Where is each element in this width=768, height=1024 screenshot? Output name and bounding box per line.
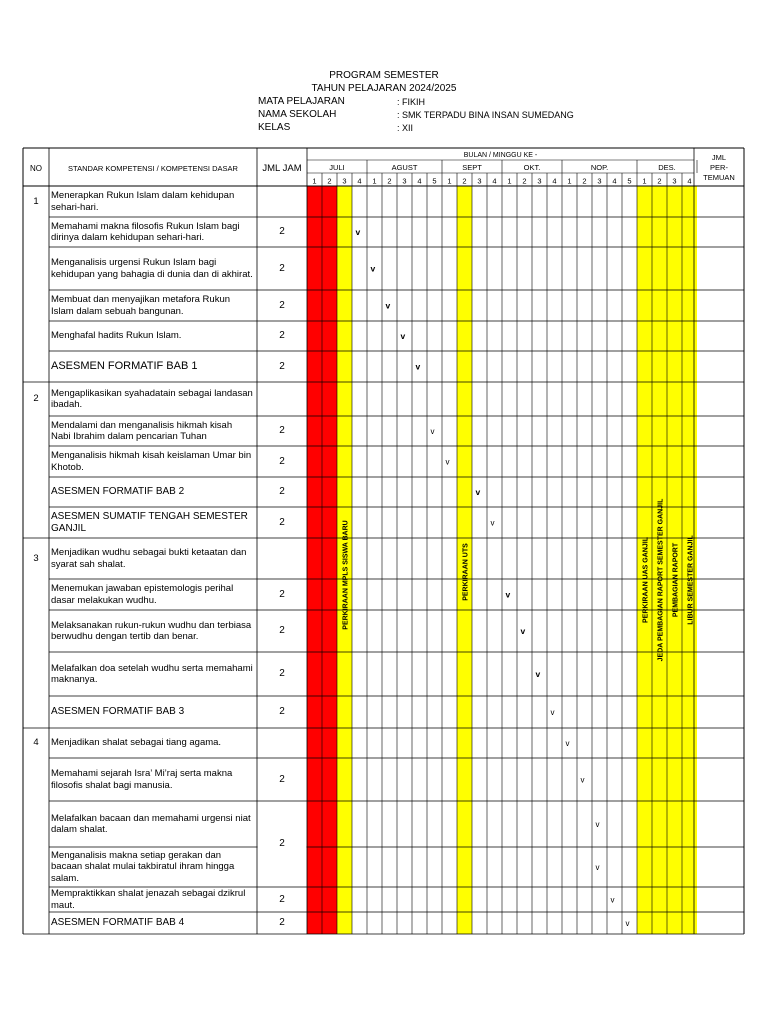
schedule-mark: v: [520, 626, 526, 636]
header-jml-pertemuan-1: PER-: [710, 163, 728, 172]
schedule-mark: v: [625, 919, 630, 928]
jml-jam-value: 2: [279, 486, 285, 497]
competency-cell: [51, 912, 254, 934]
week-label-3: 4: [357, 176, 362, 186]
header-jml-pertemuan-0: JML: [711, 153, 727, 162]
week-label-6: 3: [402, 176, 407, 186]
week-label-4: 1: [372, 176, 377, 186]
competency-cell: [51, 290, 254, 321]
month-label-1: AGUST: [391, 163, 418, 172]
schedule-mark: v: [400, 331, 406, 341]
header-bulan-minggu: BULAN / MINGGU KE -: [463, 152, 538, 159]
competency-text: Menjadikan shalat sebagai tiang agama.: [51, 737, 222, 749]
week-label-1: 2: [327, 176, 332, 186]
month-label-5: DES.: [658, 163, 676, 172]
jml-jam-value: 2: [279, 226, 285, 237]
vertical-label-10: PERKIRAAN UTS: [462, 543, 470, 601]
vertical-label-24: PEMBAGIAN RAPORT: [672, 542, 680, 618]
competency-cell: [51, 847, 254, 887]
jml-jam-value: 2: [279, 625, 285, 636]
competency-text: Menganalisis hikmah kisah keislaman Umar bin Khotob.: [51, 450, 252, 473]
competency-text: Melaksanakan rukun-rukun wudhu dan terbiasa berwudhu dengan tertib dan benar.: [51, 619, 252, 642]
week-label-15: 3: [537, 176, 542, 186]
competency-text: Memahami makna filosofis Rukun Islam bagi dirinya dalam kehidupan sehari-hari.: [51, 220, 240, 243]
month-label-3: OKT.: [523, 163, 541, 172]
competency-text: Mendalami dan menganalisis hikmah kisah Nabi Ibrahim dalam pencarian Tuhan: [51, 419, 233, 442]
field-value-kelas: : XII: [397, 123, 414, 133]
competency-cell: [51, 446, 254, 477]
competency-cell: [51, 696, 254, 728]
competency-cell: [51, 652, 254, 696]
competency-text: Melafalkan doa setelah wudhu serta memahami maknanya.: [51, 662, 253, 685]
schedule-mark: v: [490, 518, 495, 528]
vertical-label-23: JEDA PEMBAGIAN RAPORT SEMESTER GANJIL: [657, 498, 665, 662]
schedule-mark: v: [445, 457, 450, 467]
schedule-mark: v: [595, 820, 600, 829]
week-label-25: 4: [687, 176, 692, 186]
competency-cell: [51, 247, 254, 290]
week-label-11: 3: [477, 176, 482, 186]
week-label-9: 1: [447, 176, 452, 186]
schedule-mark: v: [355, 227, 361, 237]
schedule-mark: v: [535, 669, 541, 679]
month-label-2: SEPT: [462, 163, 482, 172]
competency-cell: [51, 477, 254, 507]
competency-cell: [51, 321, 254, 351]
competency-text: Menemukan jawaban epistemologis perihal dasar melakukan wudhu.: [51, 583, 234, 606]
program-title: PROGRAM SEMESTER: [329, 70, 439, 81]
jml-jam-value: 2: [279, 706, 285, 717]
jml-jam-value: 2: [279, 917, 285, 928]
competency-cell: [51, 758, 254, 801]
field-label-mapel: MATA PELAJARAN: [258, 96, 345, 107]
row-number: 4: [33, 737, 39, 748]
competency-text: ASESMEN FORMATIF BAB 3: [51, 706, 185, 718]
academic-year: TAHUN PELAJARAN 2024/2025: [311, 83, 457, 94]
competency-cell: [51, 382, 254, 416]
competency-text: Memahami sejarah Isra’ Mi’raj serta makna filosofis shalat bagi manusia.: [51, 768, 233, 791]
competency-text: ASESMEN FORMATIF BAB 2: [51, 486, 185, 498]
week-label-22: 1: [642, 176, 647, 186]
schedule-mark: v: [580, 775, 585, 785]
competency-text: Menganalisis urgensi Rukun Islam bagi kehidupan yang bahagia di dunia dan di akhirat.: [51, 257, 253, 280]
jml-jam-value: 2: [279, 516, 285, 528]
competency-text: ASESMEN SUMATIF TENGAH SEMESTER GANJIL: [51, 511, 248, 534]
competency-cell: [51, 610, 254, 652]
competency-cell: [51, 186, 254, 217]
schedule-mark: v: [505, 589, 511, 600]
header-jml-jam: JML JAM: [262, 163, 302, 174]
competency-text: Menerapkan Rukun Islam dalam kehidupan sehari-hari.: [51, 190, 235, 213]
row-number: 1: [33, 195, 39, 207]
competency-cell: [51, 728, 254, 758]
week-label-2: 3: [342, 176, 347, 186]
header-jml-pertemuan-2: TEMUAN: [703, 173, 735, 182]
week-column-fill-1: [322, 186, 337, 934]
week-label-17: 1: [567, 176, 572, 186]
jml-jam-value: 2: [279, 262, 285, 274]
header-no: NO: [30, 164, 42, 173]
competency-text: Menganalisis makna setiap gerakan dan bacaan shalat mulai takbiratul ihram hingga salam.: [51, 849, 235, 884]
schedule-mark: v: [370, 263, 376, 274]
competency-text: Membuat dan menyajikan metafora Rukun Islam dalam sebuah bangunan.: [51, 294, 231, 317]
vertical-label-22: PERKIRAAN UAS GANJIL: [642, 537, 650, 623]
vertical-label-2: PERKIRAAN MPLS SISWA BARU: [342, 520, 350, 630]
competency-cell: [51, 217, 254, 247]
jml-jam-value: 2: [279, 360, 285, 372]
competency-cell: [51, 507, 254, 538]
jml-jam-value: 2: [279, 455, 285, 467]
week-label-14: 2: [522, 176, 527, 186]
field-value-mapel: : FIKIH: [397, 97, 426, 107]
competency-cell: [51, 351, 254, 382]
week-label-10: 2: [462, 176, 467, 186]
competency-text: Mempraktikkan shalat jenazah sebagai dzikrul maut.: [51, 888, 246, 911]
vertical-label-25: LIBUR SEMESTER GANJIL: [687, 535, 695, 625]
week-label-16: 4: [552, 176, 557, 186]
jml-jam-value: 2: [279, 299, 285, 311]
week-label-18: 2: [582, 176, 587, 186]
week-label-13: 1: [507, 176, 512, 186]
jml-jam-value: 2: [279, 893, 285, 905]
week-label-20: 4: [612, 176, 617, 186]
jml-jam-value: 2: [279, 425, 285, 436]
jml-jam-value: 2: [279, 773, 285, 785]
competency-text: Mengaplikasikan syahadatain sebagai landasan ibadah.: [51, 387, 253, 410]
schedule-mark: v: [415, 361, 421, 372]
competency-cell: [51, 416, 254, 446]
schedule-mark: v: [595, 863, 600, 872]
schedule-mark: v: [475, 487, 481, 497]
schedule-mark: v: [565, 739, 570, 748]
jml-jam-value: 2: [279, 330, 285, 341]
week-label-5: 2: [387, 176, 392, 186]
competency-cell: [51, 887, 254, 912]
jml-jam-value: 2: [279, 838, 285, 849]
schedule-mark: v: [610, 895, 615, 905]
competency-text: ASESMEN FORMATIF BAB 4: [51, 917, 185, 929]
competency-text: Menghafal hadits Rukun Islam.: [51, 330, 182, 342]
competency-text: Melafalkan bacaan dan memahami urgensi niat dalam shalat.: [51, 812, 251, 835]
month-label-0: JULI: [329, 163, 345, 172]
week-label-21: 5: [627, 176, 632, 186]
row-number: 3: [33, 552, 39, 564]
week-label-24: 3: [672, 176, 677, 186]
week-column-fill-0: [307, 186, 322, 934]
row-number: 2: [33, 393, 39, 404]
jml-jam-value: 2: [279, 668, 285, 679]
week-label-0: 1: [312, 176, 317, 186]
header-kd: STANDAR KOMPETENSI / KOMPETENSI DASAR: [68, 164, 238, 173]
competency-cell: [51, 538, 254, 579]
schedule-mark: v: [430, 427, 435, 436]
schedule-mark: v: [550, 708, 555, 717]
week-label-8: 5: [432, 176, 437, 186]
field-value-sekolah: : SMK TERPADU BINA INSAN SUMEDANG: [397, 110, 574, 120]
week-label-7: 4: [417, 176, 422, 186]
competency-cell: [51, 801, 254, 847]
field-label-sekolah: NAMA SEKOLAH: [258, 109, 337, 120]
competency-text: Menjadikan wudhu sebagai bukti ketaatan dan syarat sah shalat.: [51, 547, 247, 570]
week-label-12: 4: [492, 176, 497, 186]
field-label-kelas: KELAS: [258, 122, 291, 133]
schedule-mark: v: [385, 300, 391, 311]
competency-text: ASESMEN FORMATIF BAB 1: [51, 359, 198, 372]
competency-cell: [51, 579, 254, 610]
month-label-4: NOP.: [590, 163, 609, 172]
jml-jam-value: 2: [279, 588, 285, 600]
week-label-19: 3: [597, 176, 602, 186]
week-label-23: 2: [657, 176, 662, 186]
